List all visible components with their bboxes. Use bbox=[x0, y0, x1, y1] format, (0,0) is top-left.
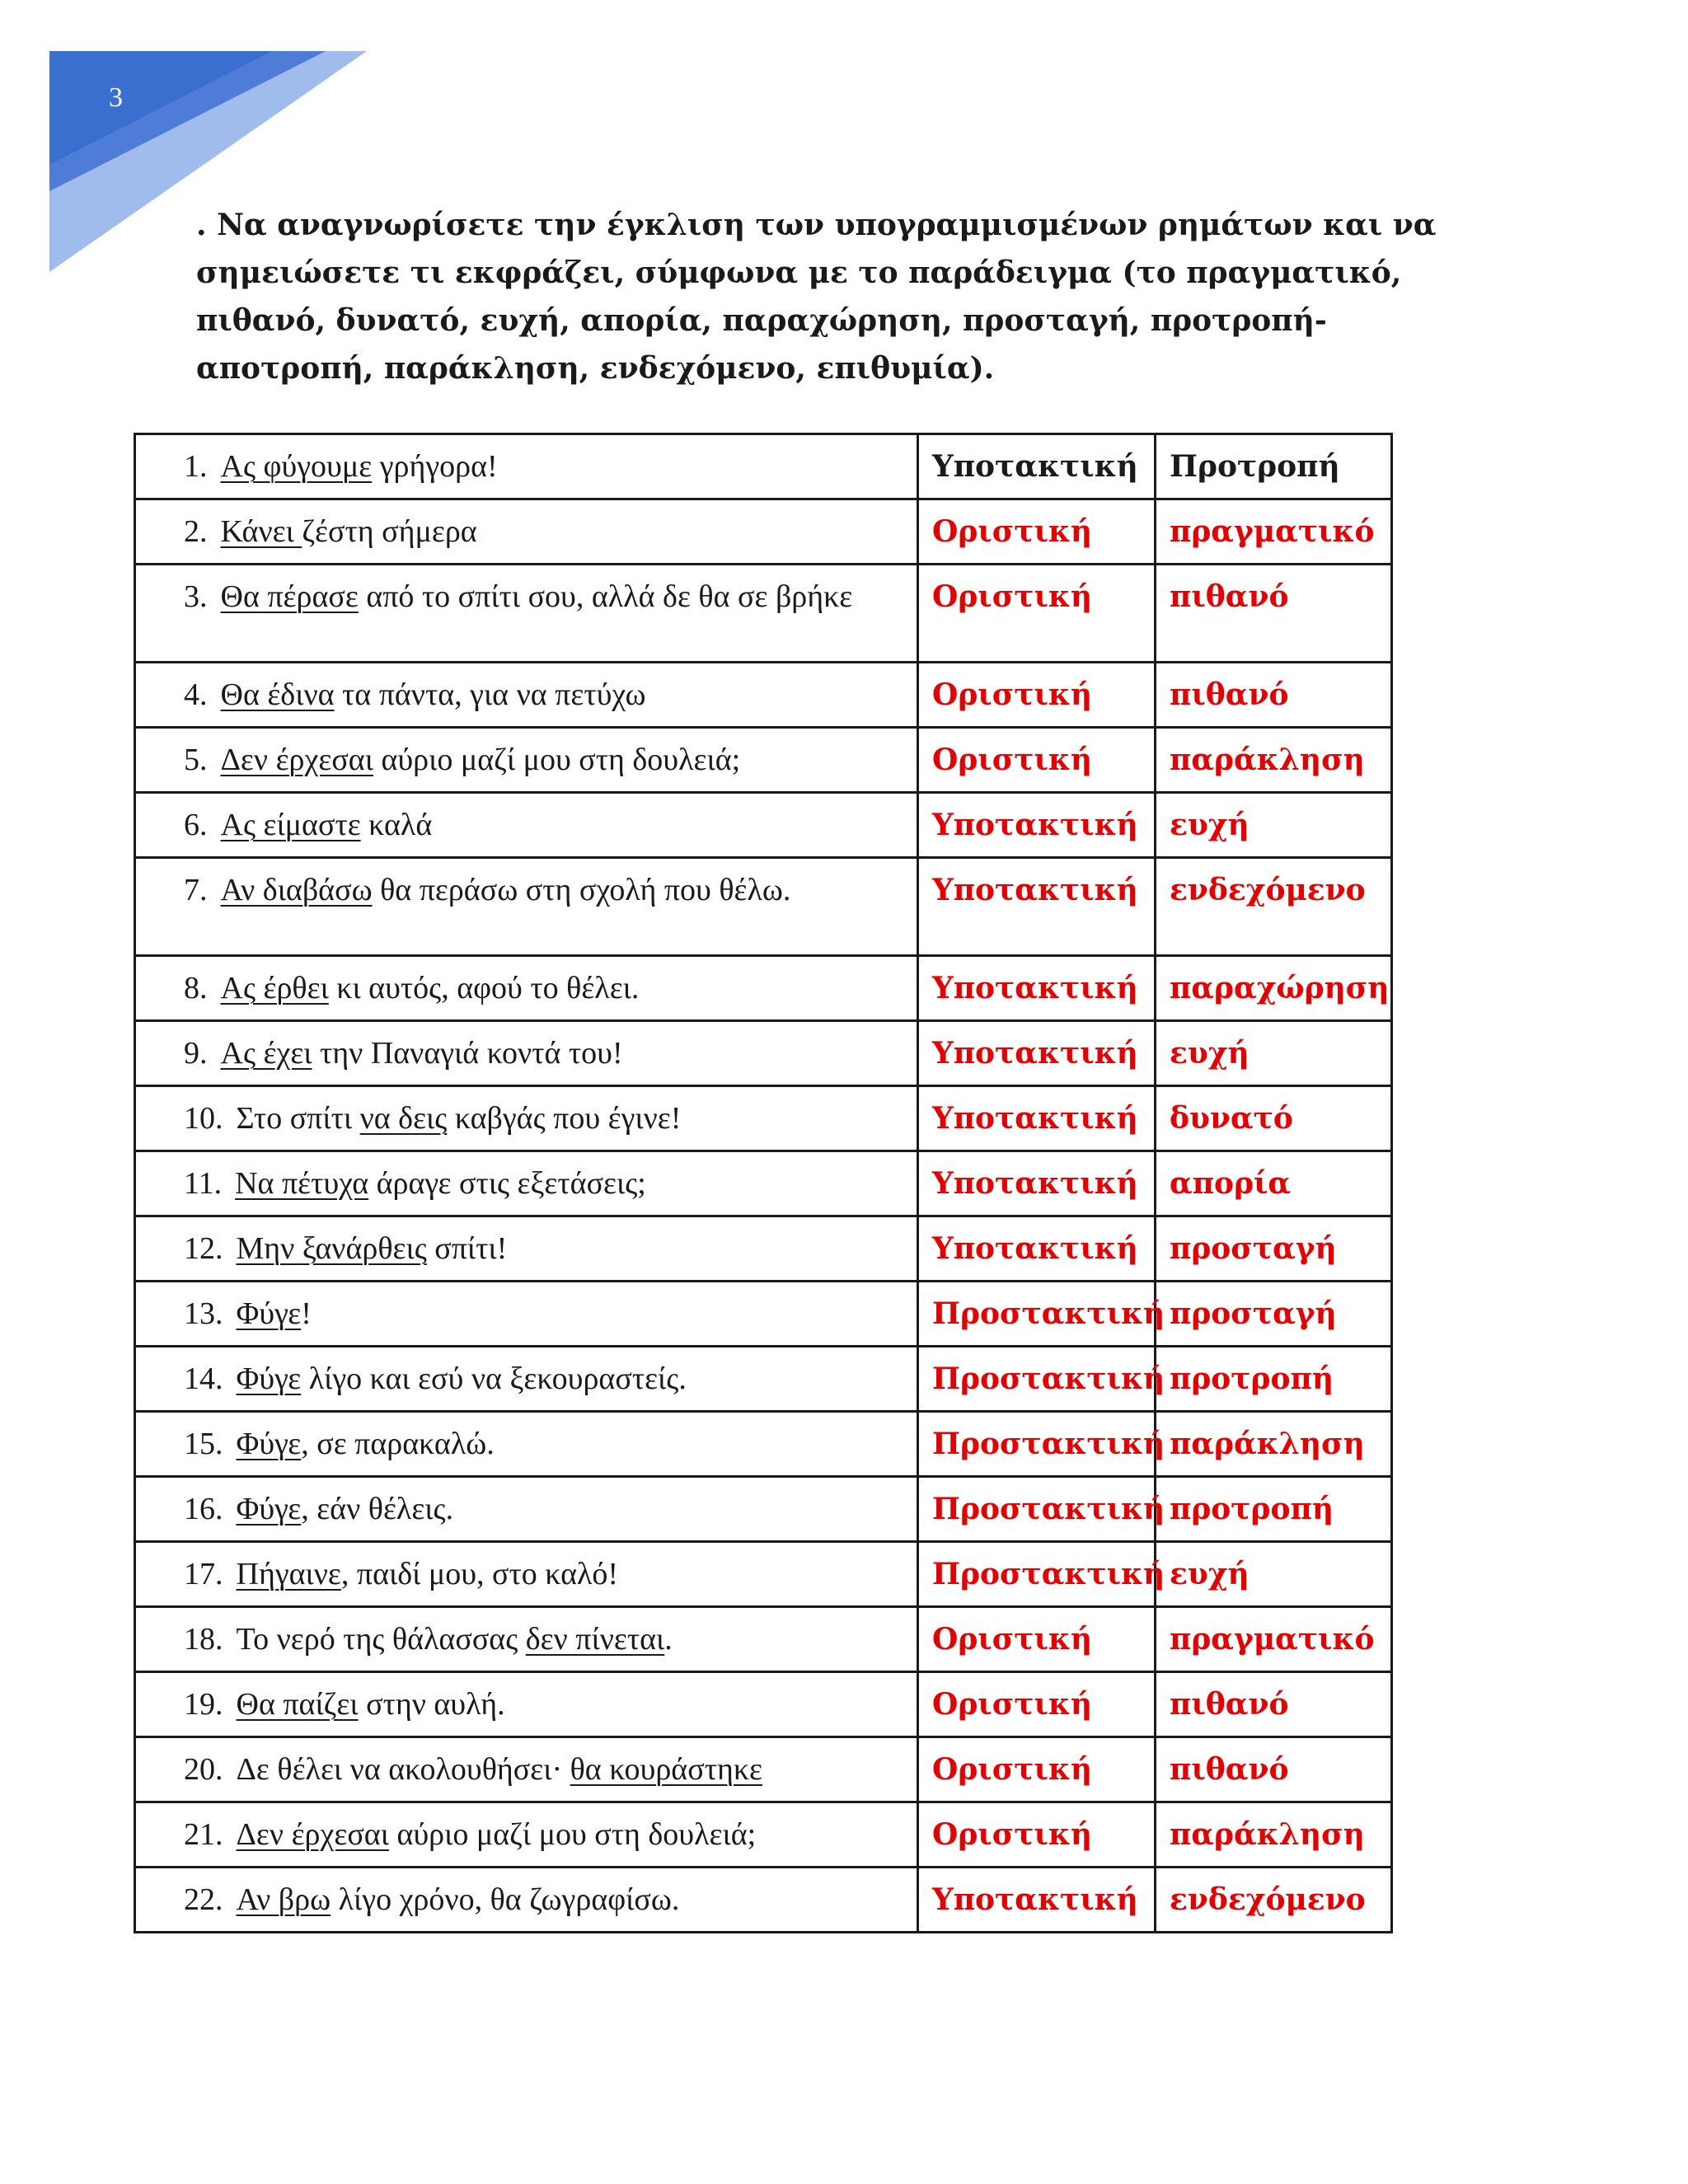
table-row bbox=[135, 1086, 1392, 1151]
underlined-verb: Δεν έρχεσαι bbox=[236, 1817, 389, 1852]
table-row bbox=[135, 434, 1392, 499]
item-number: 19. bbox=[184, 1687, 223, 1722]
table-row bbox=[135, 728, 1392, 793]
sentence-text-after: . bbox=[664, 1622, 673, 1657]
mood-cell: Οριστική bbox=[918, 1607, 1156, 1672]
table-row bbox=[135, 1347, 1392, 1412]
meaning-cell: δυνατό bbox=[1156, 1086, 1392, 1151]
sentence-cell bbox=[135, 565, 918, 663]
mood-cell: Οριστική bbox=[918, 499, 1156, 565]
mood-cell: Υποτακτική bbox=[918, 1021, 1156, 1086]
sentence-cell bbox=[135, 1868, 918, 1933]
sentence-text-after: , εάν θέλεις. bbox=[301, 1492, 454, 1526]
sentence-cell bbox=[135, 858, 918, 956]
sentence-text-after: τα πάντα, για να πετύχω bbox=[334, 677, 646, 712]
table-row bbox=[135, 1607, 1392, 1672]
table-row bbox=[135, 793, 1392, 858]
sentence-text-after: σπίτι! bbox=[426, 1231, 508, 1266]
sentence-cell bbox=[135, 1477, 918, 1542]
item-number: 14. bbox=[184, 1361, 223, 1396]
sentence-text-before: Το νερό της θάλασσας bbox=[236, 1622, 526, 1657]
meaning-cell: πιθανό bbox=[1156, 565, 1392, 663]
underlined-verb: δεν πίνεται bbox=[525, 1622, 665, 1657]
sentence-text-after: καβγάς που έγινε! bbox=[447, 1101, 682, 1136]
underlined-verb: Πήγαινε bbox=[236, 1557, 341, 1591]
mood-cell: Υποτακτική bbox=[918, 858, 1156, 956]
underlined-verb: Θα πέρασε bbox=[220, 579, 359, 614]
mood-cell: Προστακτική bbox=[918, 1282, 1156, 1347]
meaning-cell: ευχή bbox=[1156, 1542, 1392, 1607]
table-row bbox=[135, 1672, 1392, 1737]
sentence-text-after: καλά bbox=[360, 808, 433, 842]
sentence-cell bbox=[135, 1216, 918, 1282]
sentence-text-after: λίγο χρόνο, θα ζωγραφίσω. bbox=[331, 1882, 680, 1917]
mood-cell: Οριστική bbox=[918, 728, 1156, 793]
item-number: 12. bbox=[184, 1231, 223, 1266]
mood-cell: Υποτακτική bbox=[918, 1086, 1156, 1151]
mood-cell: Οριστική bbox=[918, 1737, 1156, 1802]
sentence-cell bbox=[135, 1542, 918, 1607]
underlined-verb: Δεν έρχεσαι bbox=[220, 743, 373, 777]
underlined-verb: θα κουράστηκε bbox=[570, 1752, 762, 1787]
meaning-cell: παράκληση bbox=[1156, 728, 1392, 793]
mood-cell: Υποτακτική bbox=[918, 793, 1156, 858]
item-number: 3. bbox=[184, 579, 208, 614]
sentence-text-after: λίγο και εσύ να ξεκουραστείς. bbox=[301, 1361, 687, 1396]
meaning-cell: παραχώρηση bbox=[1156, 956, 1392, 1021]
underlined-verb: Φύγε bbox=[236, 1361, 302, 1396]
underlined-verb: Ας έρθει bbox=[220, 971, 329, 1005]
underlined-verb: Αν διαβάσω bbox=[220, 873, 373, 907]
table-row bbox=[135, 1477, 1392, 1542]
meaning-cell: πιθανό bbox=[1156, 1737, 1392, 1802]
mood-cell: Οριστική bbox=[918, 663, 1156, 728]
page-number: 3 bbox=[109, 82, 123, 113]
item-number: 13. bbox=[184, 1296, 223, 1331]
table-row bbox=[135, 1802, 1392, 1868]
mood-cell: Οριστική bbox=[918, 1802, 1156, 1868]
meaning-cell: προτροπή bbox=[1156, 1347, 1392, 1412]
item-number: 2. bbox=[184, 514, 208, 549]
underlined-verb: Αν βρω bbox=[236, 1882, 331, 1917]
underlined-verb: Ας είμαστε bbox=[220, 808, 361, 842]
item-number: 6. bbox=[184, 808, 208, 842]
meaning-cell: παράκληση bbox=[1156, 1802, 1392, 1868]
item-number: 16. bbox=[184, 1492, 223, 1526]
sentence-text-after: θα περάσω στη σχολή που θέλω. bbox=[372, 873, 791, 907]
meaning-cell: ευχή bbox=[1156, 1021, 1392, 1086]
sentence-cell bbox=[135, 1672, 918, 1737]
sentence-text-after: αύριο μαζί μου στη δουλειά; bbox=[388, 1817, 757, 1852]
meaning-cell: προτροπή bbox=[1156, 1477, 1392, 1542]
sentence-cell bbox=[135, 1737, 918, 1802]
sentence-text-after: γρήγορα! bbox=[372, 449, 498, 484]
item-number: 21. bbox=[184, 1817, 223, 1852]
underlined-verb: Ας έχει bbox=[220, 1036, 312, 1071]
item-number: 7. bbox=[184, 873, 208, 907]
underlined-verb: Θα έδινα bbox=[220, 677, 335, 712]
item-number: 20. bbox=[184, 1752, 223, 1787]
sentence-text-after: στην αυλή. bbox=[358, 1687, 505, 1722]
sentence-text-after: ! bbox=[301, 1296, 312, 1331]
meaning-cell: ευχή bbox=[1156, 793, 1392, 858]
sentence-text-before: Δε θέλει να ακολουθήσει· bbox=[236, 1752, 570, 1787]
meaning-cell: πιθανό bbox=[1156, 663, 1392, 728]
mood-cell: Προστακτική bbox=[918, 1477, 1156, 1542]
item-number: 4. bbox=[184, 677, 208, 712]
item-number: 15. bbox=[184, 1427, 223, 1461]
sentence-cell bbox=[135, 1021, 918, 1086]
mood-cell: Οριστική bbox=[918, 1672, 1156, 1737]
table-row bbox=[135, 1412, 1392, 1477]
sentence-text-after: ζέστη σήμερα bbox=[302, 514, 477, 549]
sentence-text-after: , παιδί μου, στο καλό! bbox=[340, 1557, 619, 1591]
item-number: 17. bbox=[184, 1557, 223, 1591]
item-number: 11. bbox=[184, 1166, 223, 1201]
sentence-text-after: από το σπίτι σου, αλλά δε θα σε βρήκε bbox=[358, 579, 853, 614]
table-row bbox=[135, 858, 1392, 956]
meaning-cell: απορία bbox=[1156, 1151, 1392, 1216]
item-number: 22. bbox=[184, 1882, 223, 1917]
sentence-cell bbox=[135, 663, 918, 728]
mood-cell: Υποτακτική bbox=[918, 1216, 1156, 1282]
table-row bbox=[135, 1542, 1392, 1607]
item-number: 8. bbox=[184, 971, 208, 1005]
sentence-cell bbox=[135, 499, 918, 565]
underlined-verb: να δεις bbox=[359, 1101, 448, 1136]
sentence-cell bbox=[135, 1347, 918, 1412]
sentence-cell bbox=[135, 1607, 918, 1672]
sentence-text-after: την Παναγιά κοντά του! bbox=[312, 1036, 623, 1071]
sentence-text-after: κι αυτός, αφού το θέλει. bbox=[328, 971, 640, 1005]
mood-cell: Προστακτική bbox=[918, 1347, 1156, 1412]
table-row bbox=[135, 499, 1392, 565]
sentence-text-after: αύριο μαζί μου στη δουλειά; bbox=[373, 743, 741, 777]
sentence-cell bbox=[135, 1151, 918, 1216]
exercise-instructions: . Να αναγνωρίσετε την έγκλιση των υπογραμμισμένων ρημάτων και να σημειώσετε τι εκφράζει, σύμφωνα με το παράδειγμα (το πραγματικό, πιθανό, δυνατό, ευχή, απορία, παραχώρηση, προσταγή, προτροπή-αποτροπή, παράκληση, ενδεχόμενο, επιθυμία). bbox=[196, 208, 1437, 386]
table-row bbox=[135, 565, 1392, 663]
item-number: 18. bbox=[184, 1622, 223, 1657]
sentence-cell bbox=[135, 728, 918, 793]
table-row bbox=[135, 1868, 1392, 1933]
meaning-cell: Προτροπή bbox=[1156, 434, 1392, 499]
mood-cell: Υποτακτική bbox=[918, 956, 1156, 1021]
underlined-verb: Να πέτυχα bbox=[235, 1166, 369, 1201]
underlined-verb: Θα παίζει bbox=[236, 1687, 359, 1722]
meaning-cell: ενδεχόμενο bbox=[1156, 1868, 1392, 1933]
underlined-verb: Φύγε bbox=[236, 1492, 302, 1526]
table-row bbox=[135, 1282, 1392, 1347]
sentence-cell bbox=[135, 1086, 918, 1151]
sentence-text-after: άραγε στις εξετάσεις; bbox=[368, 1166, 646, 1201]
table-body bbox=[135, 434, 1392, 1933]
table-row bbox=[135, 1737, 1392, 1802]
mood-cell: Προστακτική bbox=[918, 1412, 1156, 1477]
sentence-cell bbox=[135, 793, 918, 858]
item-number: 9. bbox=[184, 1036, 208, 1071]
table-row bbox=[135, 1216, 1392, 1282]
table-row bbox=[135, 956, 1392, 1021]
mood-cell: Υποτακτική bbox=[918, 1151, 1156, 1216]
meaning-cell: προσταγή bbox=[1156, 1216, 1392, 1282]
table-row bbox=[135, 663, 1392, 728]
meaning-cell: προσταγή bbox=[1156, 1282, 1392, 1347]
underlined-verb: Μην ξανάρθεις bbox=[236, 1231, 427, 1266]
sentence-cell bbox=[135, 1282, 918, 1347]
sentence-cell bbox=[135, 1412, 918, 1477]
meaning-cell: παράκληση bbox=[1156, 1412, 1392, 1477]
underlined-verb: Κάνει bbox=[220, 514, 302, 549]
underlined-verb: Φύγε bbox=[236, 1296, 302, 1331]
table-row bbox=[135, 1151, 1392, 1216]
underlined-verb: Φύγε bbox=[236, 1427, 302, 1461]
table-row bbox=[135, 1021, 1392, 1086]
sentence-text-before: Στο σπίτι bbox=[236, 1101, 360, 1136]
meaning-cell: ενδεχόμενο bbox=[1156, 858, 1392, 956]
meaning-cell: πραγματικό bbox=[1156, 499, 1392, 565]
sentence-text-after: , σε παρακαλώ. bbox=[301, 1427, 495, 1461]
item-number: 10. bbox=[184, 1101, 223, 1136]
sentence-cell bbox=[135, 434, 918, 499]
item-number: 1. bbox=[184, 449, 208, 484]
item-number: 5. bbox=[184, 743, 208, 777]
sentence-cell bbox=[135, 956, 918, 1021]
exercise-table bbox=[134, 433, 1393, 1933]
mood-cell: Προστακτική bbox=[918, 1542, 1156, 1607]
mood-cell: Υποτακτική bbox=[918, 434, 1156, 499]
mood-cell: Υποτακτική bbox=[918, 1868, 1156, 1933]
mood-cell: Οριστική bbox=[918, 565, 1156, 663]
meaning-cell: πιθανό bbox=[1156, 1672, 1392, 1737]
meaning-cell: πραγματικό bbox=[1156, 1607, 1392, 1672]
underlined-verb: Ας φύγουμε bbox=[220, 449, 373, 484]
sentence-cell bbox=[135, 1802, 918, 1868]
